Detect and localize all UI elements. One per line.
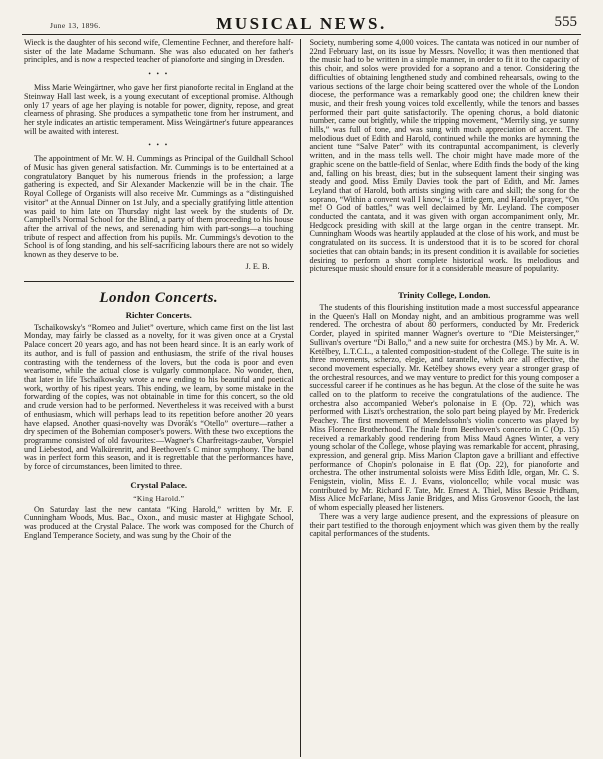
weingartner-paragraph: Miss Marie Weingärtner, who gave her first pianoforte recital in England at the Steinway Hall last week, is a young executant of exceptional promise. Although only 17 years of age her playing is notable for power, dignity, repose, and great clearness of phrasing. She produces a sympathetic tone from her instrument, and her style indicates an artistic temperament. Miss Weingärtner's future appearances will be awaited with interest.: [24, 83, 294, 136]
section-title: London Concerts.: [99, 289, 219, 306]
separator: • • •: [148, 70, 170, 79]
right-column: [301, 39, 582, 757]
cummings-paragraph: The appointment of Mr. W. H. Cummings as Principal of the Guildhall School of Music has given general satisfaction. Mr. Cummings is to be entertained at a congratulatory Banquet by his numerous friends in the profession; a large gathering is expected, and Sir Alexander Mackenzie will be in the chair. The Royal College of Organists will also receive Mr. Cummings as a “distinguished visitor” at the Annual Dinner on 1st July, and a specially gratifying little attention was paid to him late on Thursday night last week by the students of Dr. Campbell's Normal School for the Blind, a party of them proceeding to his house after the arrival of the news, and serenading him with part-songs—a touching tribute of respect and affection from his pupils. Mr. Cummings's devotion to the School is of long standing, and his self-sacrificing labours there are not so widely known as they deserve to be.: [24, 154, 294, 260]
signature: J. E. B.: [245, 261, 270, 271]
crystal-palace-heading: Crystal Palace.: [130, 479, 188, 490]
columns: [22, 39, 581, 757]
header-title: MUSICAL NEWS.: [216, 14, 387, 33]
trinity-paragraph-2: There was a very large audience present, and the expressions of pleasure on their part testified to the thorough enjoyment which was given them by the really capital performances of the students.: [309, 511, 579, 539]
separator: • • •: [148, 141, 170, 150]
trinity-heading: Trinity College, London.: [398, 289, 491, 300]
section-divider: [24, 281, 294, 282]
king-harold-continued: Society, numbering some 4,000 voices. The cantata was noticed in our number of 22nd February last, on its issue by Messrs. Novello; it was then mentioned that the music had to be written in a simple manner, in order to fit it to the capacity of this choir, and solos were provided for a soprano and a tenor. Considering the difficulties of obtaining lengthened study and combined rehearsals, owing to the various sections of the large choir being scattered over the whole of the London diocese, the performance was a remarkably good one; the children knew their music, and their fresh young voices told excellently, while the tenors and basses performed their part quite satisfactorily. The opening chorus, a bold diatonic number, came out brightly, while the tripping movement, “Merrily sing, ye sunny hills,” was full of tone, and was sung with much appreciation of accent. The melodious duet of Edith and Harold, continued while the monks are hymning the ancient tune “Salve Pater” with its contrapuntal accompaniment, is cleverly written, and in the mass tells well. The choir might have made more of the graphic scene on the battle-field of Senlac, where Edith finds the body of the king and, falling on his breast, dies; but in the subsequent lament their singing was steady and good. Miss Emily Davies took the part of Edith, and Mr. James Leyland that of Harold, both artists singing with care and skill; the song for the soprano, “Within a convent wall I know,” is a little gem, and Harold's prayer, “On me! O God of battles,” was well declaimed by Mr. Leyland. The composer conducted the cantata, and it was given with organ accompaniment only, Mr. Hedgcock presiding with skill at the large organ in the centre transept. Mr. Cunningham Woods was heartily applauded at the close of his work, and must be congratulated on its success. It is understood that it is to be scored for choral societies that can obtain bands; in its present condition it is available for societies desiring to perform a short complete historical work. Its melodious and picturesque music should ensure for it a considerable measure of popularity.: [309, 39, 579, 274]
richter-paragraph: Tschaïkowsky's “Romeo and Juliet” overture, which came first on the list last Monday, may fairly be classed as a novelty, for it was given once at a Crystal Palace concert 20 years ago, and has not been heard since. It is an early work of its author, and is full of passion and enthusiasm, the strife of the rival houses contrasting with the tenderness of the lovers, but the coda is poor and even wearisome, while the actual close is vulgarly commonplace. No wonder, then, that later in life Tschaïkowsky wrote a new ending to his beautiful and poetical work, worthy of his ripest years. This ending, we learn, by some mistake in the forwarding of the copies, was not obtainable in time for this concert, so the old and crude version had to be performed. Nevertheless it was received with a burst of enthusiasm, which will perhaps lead to its repetition before another 20 years have elapsed. Another quasi-novelty was Dvorák's “Otello” overture—rather a dry specimen of the Bohemian composer's powers. With these two exceptions the programme consisted of old favourites:—Wagner's Charfreitags-zauber, Vorspiel und Liebestod, and Walkürenritt, and Beethoven's C minor symphony. The band was in perfect form this season, and it is regrettable that the performances have, by force of circumstances, been limited to three.: [24, 322, 294, 472]
crystal-palace-paragraph: On Saturday last the new cantata “King Harold,” written by Mr. F. Cunningham Woods, Mus. Bac., Oxon., and music master at Highgate School, was produced at the Crystal Palace. The work was composed for the Church of England Temperance Society, and was sung by the Choir of the: [24, 504, 294, 540]
header-page-number: 555: [554, 14, 577, 30]
crystal-palace-subheading: “King Harold.”: [133, 493, 185, 503]
richter-heading: Richter Concerts.: [125, 309, 192, 320]
trinity-paragraph: The students of this flourishing institution made a most successful appearance in the Queen's Hall on Monday night, and an ambitious programme was well rendered. The orchestra of about 80 performers, conducted by Mr. Frederick Corder, played in spirited manner Wagner's overture to “Die Meistersinger,” Sullivan's overture “Di Ballo,” and a new suite for orchestra (MS.) by Mr. A. W. Ketèlbey, L.T.C.L., a talented composition-student of the College. The suite is in three movements, scherzo, elegie, and tarantelle, which are all effective, the second movement especially. Mr. Ketèlbey shows every year a stronger grasp of the orchestral resources, and we may venture to predict for this young composer a successful career if he continues as he has begun. At the close of the suite he was called on to the platform to receive the congratulations of the audience. The orchestra also accompanied Weber's polonaise in E (Op. 72), which was performed with Liszt's orchestration, the solo part being played by Mr. Frederick Peachey. The first movement of Mendelssohn's violin concerto was played by Miss Florence Brotherhood. The finale from Beethoven's concerto in C (Op. 15) received a remarkably good rendering from Miss Maud Agnes Winter, a very young scholar of the College, whose playing was remarkable for accent, phrasing, expression, and general grip. Miss Marion Clapton gave a brilliant and effective performance of Chopin's polonaise in E flat (Op. 22), for pianoforte and orchestra. The other instrumental soloists were Miss Edith Idle, organ, Mr. C. S. Fenigstein, violin, Miss E. J. Evans, violoncello; while vocal music was contributed by Mr. Richard F. Tate, Mr. Ernest A. Thiel, Miss Bessie Pridham, Miss Alice McFarlane, Miss Janie Bridges, and Miss Grosvenor Gooch, the last of whom especially pleased her listeners.: [309, 302, 579, 513]
header-date: June 13, 1896.: [50, 21, 101, 30]
left-column: [22, 39, 300, 757]
wieck-paragraph: Wieck is the daughter of his second wife, Clementine Fechner, and therefore half-sister of the late Madame Schumann. She was also educated on her father's principles, and is now a respected teacher of pianoforte and singing in Dresden.: [24, 39, 294, 65]
page-header: [22, 8, 581, 35]
